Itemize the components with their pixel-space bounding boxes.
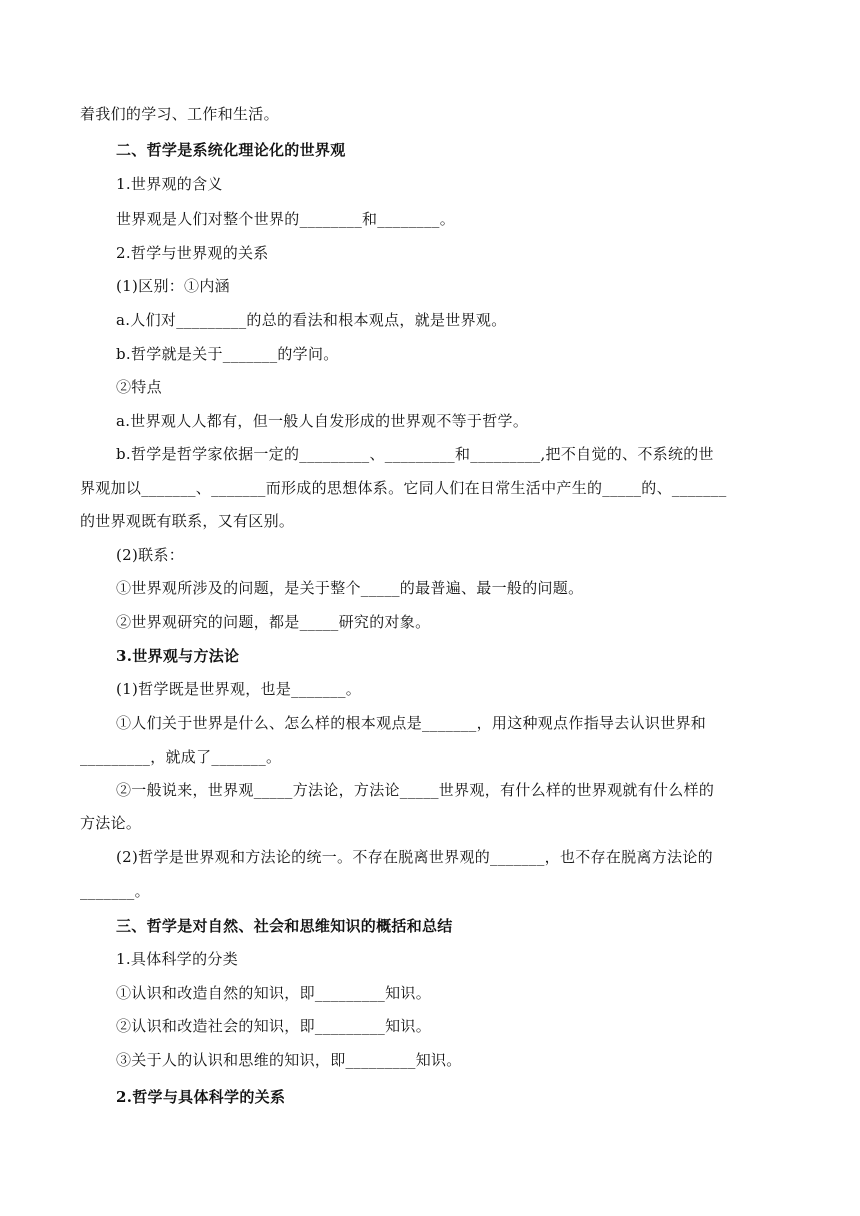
section-heading: 三、哲学是对自然、社会和思维知识的概括和总结 <box>116 917 453 935</box>
subheading: 3.世界观与方法论 <box>116 647 240 665</box>
text-line: ②世界观研究的问题，都是_____研究的对象。 <box>116 613 431 631</box>
text-line: ③关于人的认识和思维的知识，即_________知识。 <box>116 1051 462 1069</box>
text-line: b.哲学就是关于_______的学问。 <box>116 345 339 363</box>
text-line: ②认识和改造社会的知识，即_________知识。 <box>116 1017 432 1035</box>
text-line: 世界观是人们对整个世界的________和________。 <box>116 210 456 228</box>
subheading: 2.哲学与世界观的关系 <box>116 244 269 262</box>
text-line: _______。 <box>80 882 150 900</box>
subheading: 2.哲学与具体科学的关系 <box>116 1088 286 1106</box>
subheading: 1.世界观的含义 <box>116 175 223 193</box>
text-line: 着我们的学习、工作和生活。 <box>80 105 279 123</box>
text-line: 方法论。 <box>80 814 142 832</box>
text-line: _________，就成了_______。 <box>80 748 282 766</box>
text-line: ①认识和改造自然的知识，即_________知识。 <box>116 984 432 1002</box>
text-line: ②特点 <box>116 378 162 396</box>
text-line: ②一般说来，世界观_____方法论，方法论_____世界观，有什么样的世界观就有什么样的 <box>116 781 715 799</box>
text-line: (1)区别：①内涵 <box>116 277 230 295</box>
text-line: ①人们关于世界是什么、怎么样的根本观点是_______，用这种观点作指导去认识世界和 <box>116 714 707 732</box>
section-heading: 二、哲学是系统化理论化的世界观 <box>116 141 346 159</box>
text-line: a.世界观人人都有，但一般人自发形成的世界观不等于哲学。 <box>116 412 529 430</box>
text-line: (1)哲学既是世界观，也是_______。 <box>116 680 362 698</box>
text-line: b.哲学是哲学家依据一定的_________、_________和_________,把不自觉的、不系统的世 <box>116 445 714 463</box>
text-line: 的世界观既有联系，又有区别。 <box>80 512 295 530</box>
text-line: ①世界观所涉及的问题，是关于整个_____的最普遍、最一般的问题。 <box>116 579 584 597</box>
text-line: a.人们对_________的总的看法和根本观点，就是世界观。 <box>116 311 507 329</box>
subheading: 1.具体科学的分类 <box>116 950 239 968</box>
text-line: (2)哲学是世界观和方法论的统一。不存在脱离世界观的_______，也不存在脱离方法论的 <box>116 848 713 866</box>
text-line: (2)联系： <box>116 546 185 564</box>
text-line: 界观加以_______、_______而形成的思想体系。它同人们在日常生活中产生的_____的、_______ <box>80 479 727 497</box>
